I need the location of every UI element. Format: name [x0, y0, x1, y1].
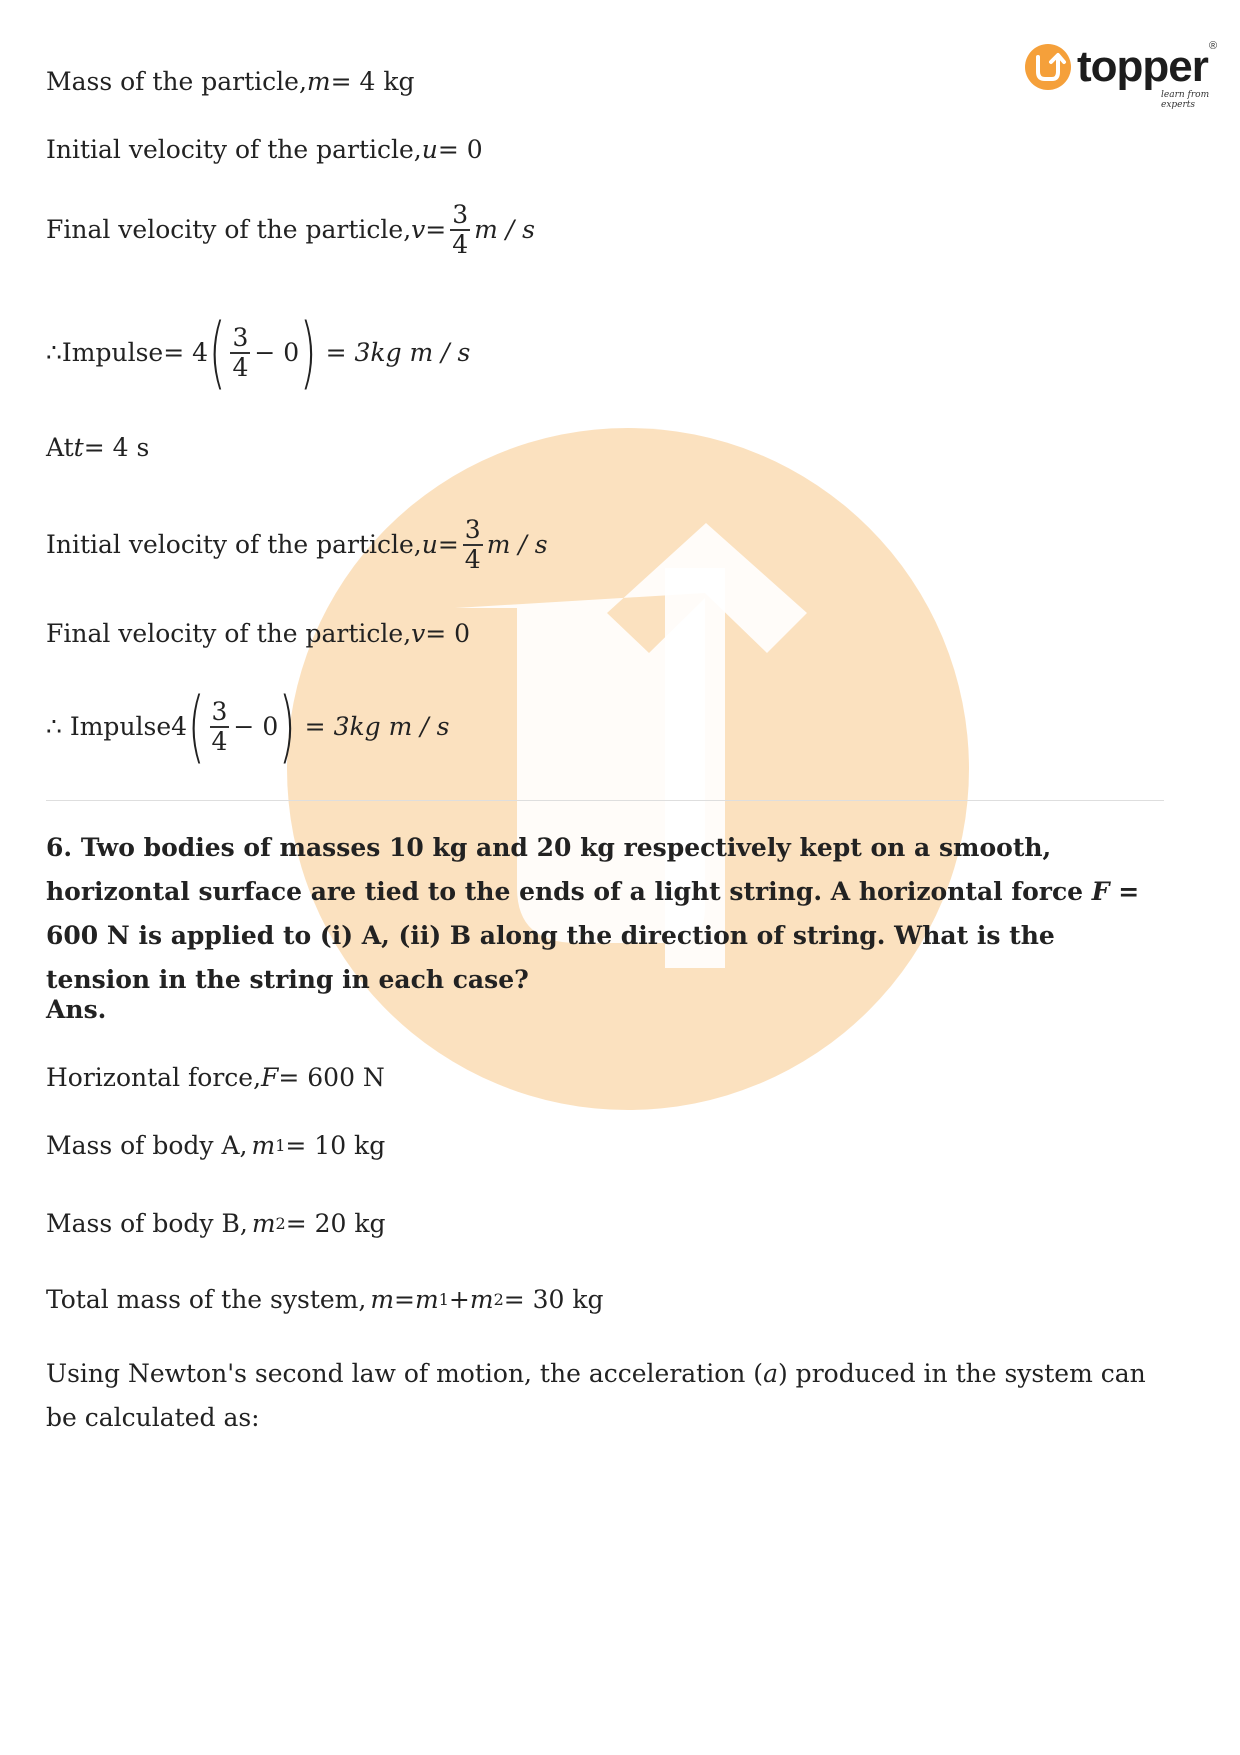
- initial-velocity-line-2: Initial velocity of the particle, u = $\frac{3}{4}$ m / s: [46, 515, 548, 574]
- fraction-3-4: $\frac{3}{4}$: [464, 515, 481, 574]
- total-mass-line: Total mass of the system, m = m 1 + m 2 = 30 kg: [46, 1285, 604, 1314]
- fraction-3-4: $\frac{3}{4}$: [232, 323, 249, 382]
- mass-a-line: Mass of body A, m 1 = 10 kg: [46, 1131, 386, 1160]
- horizontal-force-line: Horizontal force, F = 600 N: [46, 1063, 385, 1092]
- at-time-line: At t = 4 s: [46, 433, 150, 462]
- section-divider: [46, 800, 1164, 801]
- initial-velocity-line: Initial velocity of the particle, u = 0: [46, 135, 483, 164]
- brand-name: topper: [1077, 42, 1208, 91]
- mass-b-line: Mass of body B, m 2 = 20 kg: [46, 1209, 386, 1238]
- final-velocity-line: Final velocity of the particle, v = $\frac{3}{4}$ m / s: [46, 200, 535, 259]
- brand-tagline: learn from experts: [1161, 90, 1210, 110]
- final-velocity-line-2: Final velocity of the particle, v = 0: [46, 619, 471, 648]
- newton-law-paragraph: Using Newton's second law of motion, the acceleration (a) produced in the system can be calculated as:: [46, 1359, 1146, 1432]
- registered-mark: ®: [1209, 40, 1218, 52]
- question-6: 6. Two bodies of masses 10 kg and 20 kg respectively kept on a smooth, horizontal surface are tied to the ends of a light string. A horizontal force F = 600 N is applied to (i) A, (ii) B along the direction of string. What is the tension in the string in each case?: [46, 833, 1140, 994]
- impulse-line-1: ∴Impulse = 4 ( $\frac{3}{4}$ − 0 ) = 3kg m / s: [46, 308, 471, 398]
- fraction-3-4: $\frac{3}{4}$: [211, 697, 228, 756]
- mass-line: Mass of the particle, m = 4 kg: [46, 67, 415, 96]
- u-arrow-icon: [1025, 44, 1071, 90]
- fraction-3-4: $\frac{3}{4}$: [452, 200, 469, 259]
- topper-logo: [1025, 40, 1225, 110]
- answer-label: Ans.: [46, 995, 107, 1024]
- impulse-line-2: ∴ Impulse 4 ( $\frac{3}{4}$ − 0 ) = 3kg m / s: [46, 682, 450, 772]
